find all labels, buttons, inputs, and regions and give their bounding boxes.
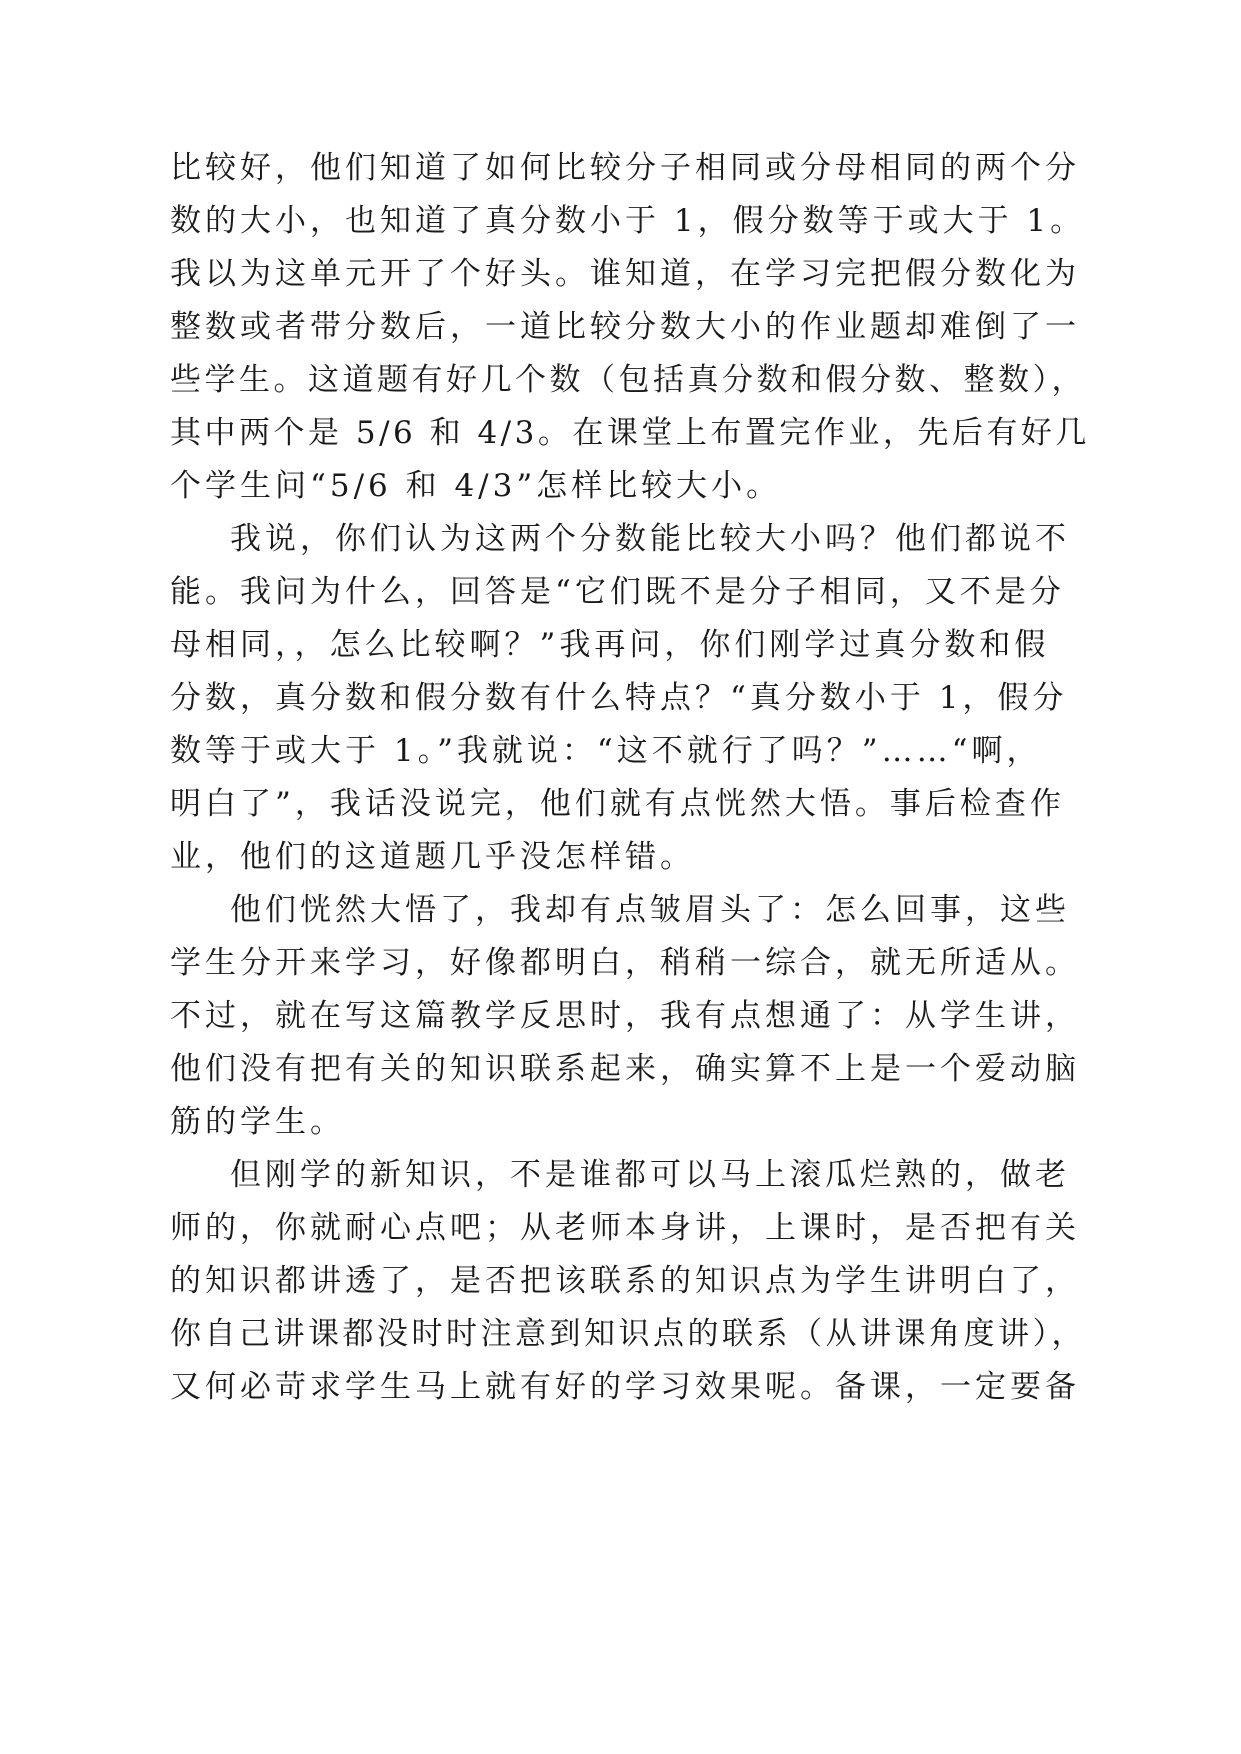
text-line: 又何必苛求学生马上就有好的学习效果呢。备课，一定要备 — [170, 1369, 1080, 1405]
text-line: 我以为这单元开了个好头。谁知道，在学习完把假分数化为 — [170, 256, 1080, 292]
text-line: 个学生问“5/6 和 4/3”怎样比较大小。 — [170, 468, 782, 504]
text-line: 学生分开来学习，好像都明白，稍稍一综合，就无所适从。 — [170, 945, 1080, 981]
text-line: 的知识都讲透了，是否把该联系的知识点为学生讲明白了， — [170, 1263, 1080, 1299]
text-line: 业，他们的这道题几乎没怎样错。 — [170, 839, 695, 875]
text-line: 他们没有把有关的知识联系起来，确实算不上是一个爱动脑 — [170, 1051, 1080, 1087]
text-line: 你自己讲课都没时时注意到知识点的联系（从讲课角度讲）， — [170, 1316, 1086, 1352]
paragraph-first-line: 他们恍然大悟了，我却有点皱眉头了：怎么回事，这些 — [230, 892, 1070, 928]
text-line: 数等于或大于 1。”我就说：“这不就行了吗？”……“啊， — [170, 733, 1042, 769]
text-line: 能。我问为什么，回答是“它们既不是分子相同，又不是分 — [170, 574, 1065, 610]
text-line: 些学生。这道题有好几个数（包括真分数和假分数、整数）， — [170, 362, 1086, 398]
text-line: 不过，就在写这篇教学反思时，我有点想通了：从学生讲， — [170, 998, 1080, 1034]
text-line: 整数或者带分数后，一道比较分数大小的作业题却难倒了一 — [170, 309, 1080, 345]
paragraph-first-line: 我说，你们认为这两个分数能比较大小吗？他们都说不 — [230, 521, 1070, 557]
text-line: 师的，你就耐心点吧；从老师本身讲，上课时，是否把有关 — [170, 1210, 1080, 1246]
text-line: 分数，真分数和假分数有什么特点？“真分数小于 1，假分 — [170, 680, 1068, 716]
text-line: 筋的学生。 — [170, 1104, 345, 1140]
text-line: 母相同，，怎么比较啊？”我再问，你们刚学过真分数和假 — [170, 627, 1050, 663]
text-line: 数的大小，也知道了真分数小于 1，假分数等于或大于 1。 — [170, 203, 1086, 239]
text-line: 其中两个是 5/6 和 4/3。在课堂上布置完作业，先后有好几 — [170, 415, 1090, 451]
text-line: 明白了”，我话没说完，他们就有点恍然大悟。事后检查作 — [170, 786, 1065, 822]
text-line: 比较好，他们知道了如何比较分子相同或分母相同的两个分 — [170, 150, 1080, 186]
paragraph-first-line: 但刚学的新知识，不是谁都可以马上滚瓜烂熟的，做老 — [230, 1157, 1070, 1193]
